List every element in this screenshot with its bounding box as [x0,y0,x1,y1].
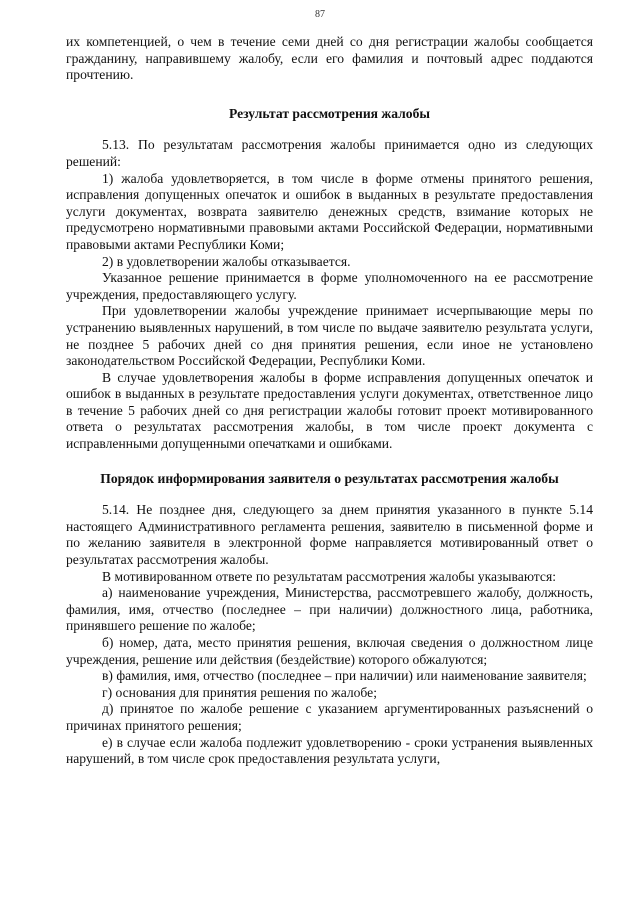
paragraph: в) фамилия, имя, отчество (последнее – при наличии) или наименование заявителя; [102,668,587,684]
paragraph: В случае удовлетворения жалобы в форме исправления допущенных опечаток и ошибок в выданных в результате предоставления услуги документах, ответственное лицо в течение 5 рабочих дней со дня регистрации жалобы готовит проект мотивированного ответа о результатах рассмотрения жалобы, в том числе проект документа с исправленными допущенными опечатками и ошибками. [66,369,593,452]
paragraph: Указанное решение принимается в форме уполномоченного на ее рассмотрение учреждения, предоставляющего услугу. [66,270,593,302]
paragraph: 5.13. По результатам рассмотрения жалобы принимается одно из следующих решений: [66,137,593,169]
section-heading-result: Результат рассмотрения жалобы [228,105,431,121]
paragraph: б) номер, дата, место принятия решения, включая сведения о должностном лице учреждения, решение или действия (бездействие) которого обжалуются; [66,635,593,667]
page-content [66,34,593,768]
section-heading-informing: Порядок информирования заявителя о результатах рассмотрения жалобы [100,470,559,486]
paragraph: д) принятое по жалобе решение с указанием аргументированных разъяснений о причинах принятого решения; [66,701,593,733]
paragraph: г) основания для принятия решения по жалобе; [102,684,377,700]
page-number: 87 [315,9,325,20]
paragraph: а) наименование учреждения, Министерства, рассмотревшего жалобу, должность, фамилия, имя, отчество (последнее – при наличии) должностного лица, работника, принявшего решение по жалобе; [66,585,593,634]
paragraph: 2) в удовлетворении жалобы отказывается. [102,253,351,269]
paragraph: В мотивированном ответе по результатам рассмотрения жалобы указываются: [102,568,556,584]
paragraph: е) в случае если жалоба подлежит удовлетворению - сроки устранения выявленных нарушений, в том числе срок предоставления результата услуги, [66,734,593,767]
paragraph: 1) жалоба удовлетворяется, в том числе в форме отмены принятого решения, исправления допущенных опечаток и ошибок в выданных в результате предоставления услуги документах, возврата заявителю денежных средств, взимание которых не предусмотрено нормативными правовыми актами Российской Федерации, нормативными правовыми актами Республики Коми; [66,170,593,252]
paragraph: 5.14. Не позднее дня, следующего за днем принятия указанного в пункте 5.14 настоящего Административного регламента решения, заявителю в письменной форме и по желанию заявителя в электронной форме направляется мотивированный ответ о результатах рассмотрения жалобы. [66,502,593,568]
paragraph: При удовлетворении жалобы учреждение принимает исчерпывающие меры по устранению выявленных нарушений, в том числе по выдаче заявителю результата услуги, не позднее 5 рабочих дней со дня принятия решения, если иное не установлено законодательством Российской Федерации, Республики Коми. [66,303,593,369]
intro-paragraph: их компетенцией, о чем в течение семи дней со дня регистрации жалобы сообщается гражданину, направившему жалобу, если его фамилия и почтовый адрес поддаются прочтению. [66,34,593,83]
